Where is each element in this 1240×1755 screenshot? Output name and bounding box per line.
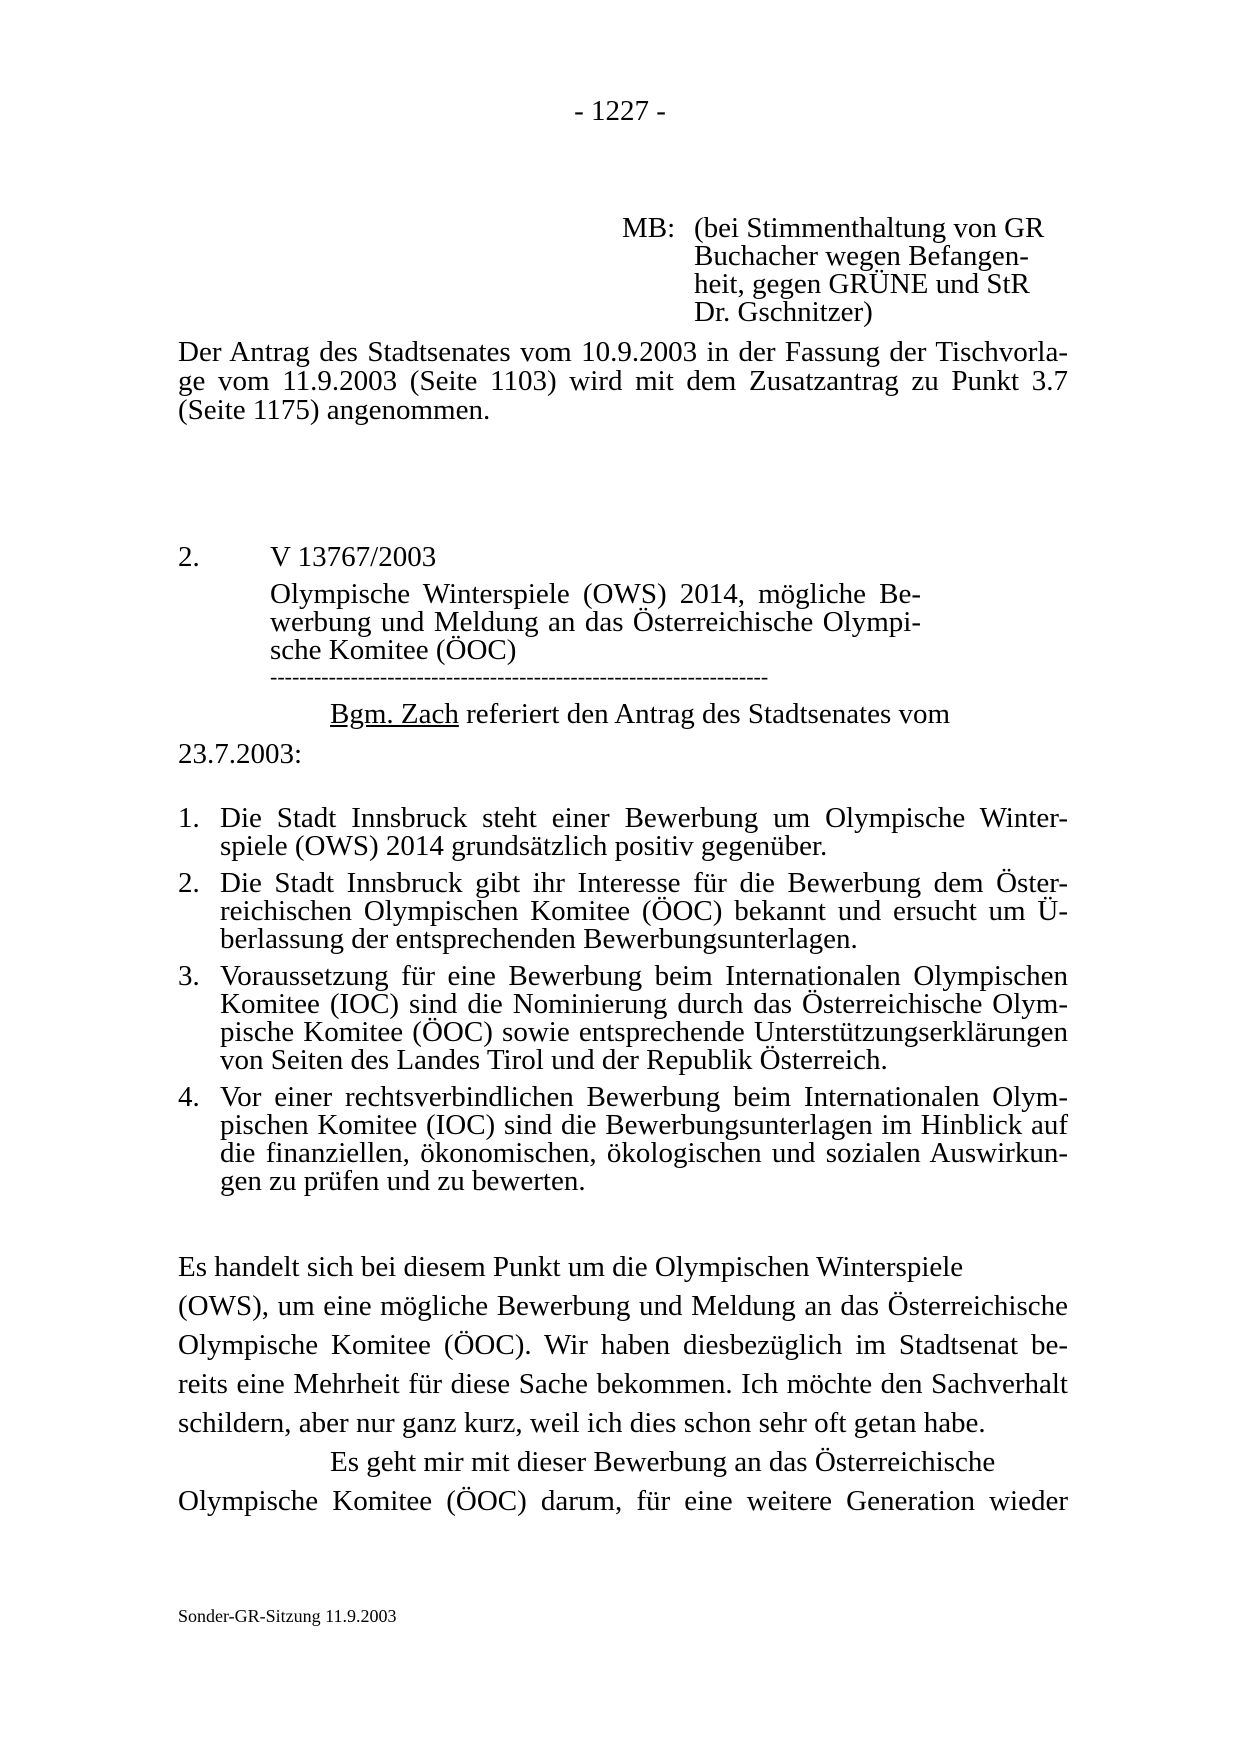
speech-paragraph — [178, 1248, 1068, 1521]
referent-date: 23.7.2003: — [178, 738, 303, 770]
agenda-item-number: 2. — [178, 541, 200, 573]
list-item-line: von Seiten des Landes Tirol und der Republik Österreich. — [220, 1044, 888, 1076]
agenda-item-title — [270, 580, 921, 664]
agenda-item-title-line: Olympische Winterspiele (OWS) 2014, mögliche Be- — [270, 578, 921, 610]
vote-result-text — [694, 214, 1074, 326]
separator-line: -------------------------------------------------------------------- — [270, 665, 769, 689]
vote-result-line: (bei Stimmenthaltung von GR — [694, 212, 1045, 244]
agenda-item-title-line: sche Komitee (ÖOC) — [270, 634, 517, 666]
resolution-line: Der Antrag des Stadtsenates vom 10.9.2003 in der Fassung der Tischvorla- — [178, 336, 1068, 368]
speech-line: Olympische Komitee (ÖOC) darum, für eine weitere Generation wieder — [178, 1485, 1068, 1517]
list-item-line: Vor einer rechtsverbindlichen Bewerbung beim Internationalen Olym- — [220, 1081, 1068, 1113]
list-item-line: spiele (OWS) 2014 grundsätzlich positiv gegenüber. — [220, 830, 828, 862]
agenda-item-title-line: werbung und Meldung an das Österreichische Olympi- — [270, 606, 921, 638]
list-item-line: Die Stadt Innsbruck steht einer Bewerbung um Olympische Winter- — [220, 802, 1068, 834]
resolution-line: (Seite 1175) angenommen. — [178, 394, 491, 426]
referent-line — [330, 697, 950, 731]
speech-line: Olympische Komitee (ÖOC). Wir haben diesbezüglich im Stadtsenat be- — [178, 1329, 1068, 1361]
list-item-text — [220, 962, 1068, 1074]
speech-line: (OWS), um eine mögliche Bewerbung und Meldung an das Österreichische — [178, 1290, 1068, 1322]
agenda-item-reference: V 13767/2003 — [270, 541, 437, 573]
list-item — [178, 1083, 1068, 1195]
page-number: - 1227 - — [574, 95, 666, 127]
referent-text: referiert den Antrag des Stadtsenates vom — [458, 698, 951, 730]
list-item-line: Komitee (IOC) sind die Nominierung durch das Österreichische Olym- — [220, 988, 1068, 1020]
page-footer: Sonder-GR-Sitzung 11.9.2003 — [178, 1606, 397, 1626]
speech-line: reits eine Mehrheit für diese Sache bekommen. Ich möchte den Sachverhalt — [178, 1368, 1068, 1400]
resolution-line: ge vom 11.9.2003 (Seite 1103) wird mit dem Zusatzantrag zu Punkt 3.7 — [178, 365, 1068, 397]
list-item — [178, 804, 1068, 860]
vote-result-line: Dr. Gschnitzer) — [694, 296, 873, 328]
speech-indented-line: Es geht mir mit dieser Bewerbung an das Österreichische — [330, 1446, 996, 1478]
list-item-number: 2. — [178, 867, 200, 899]
list-item-line: die finanziellen, ökonomischen, ökologischen und sozialen Auswirkun- — [220, 1137, 1068, 1169]
list-item-number: 1. — [178, 802, 200, 834]
speech-line: schildern, aber nur ganz kurz, weil ich dies schon sehr oft getan habe. — [178, 1407, 986, 1439]
list-item-text — [220, 804, 1068, 860]
motion-list — [178, 804, 1068, 1204]
list-item-line: pische Komitee (ÖOC) sowie entsprechende Unterstützungserklärungen — [220, 1016, 1068, 1048]
vote-result-line: Buchacher wegen Befangen- — [694, 240, 1029, 272]
list-item-line: berlassung der entsprechenden Bewerbungsunterlagen. — [220, 923, 858, 955]
list-item-line: Die Stadt Innsbruck gibt ihr Interesse für die Bewerbung dem Öster- — [220, 867, 1068, 899]
list-item-line: pischen Komitee (IOC) sind die Bewerbungsunterlagen im Hinblick auf — [220, 1109, 1068, 1141]
list-item-number: 3. — [178, 960, 200, 992]
list-item-text — [220, 869, 1068, 953]
list-item-line: reichischen Olympischen Komitee (ÖOC) bekannt und ersucht um Ü- — [220, 895, 1068, 927]
list-item-text — [220, 1083, 1068, 1195]
speech-line: Es handelt sich bei diesem Punkt um die Olympischen Winterspiele — [178, 1251, 964, 1283]
list-item — [178, 962, 1068, 1074]
list-item-line: Voraussetzung für eine Bewerbung beim Internationalen Olympischen — [220, 960, 1068, 992]
vote-result-line: heit, gegen GRÜNE und StR — [694, 268, 1030, 300]
referent-name: Bgm. Zach — [330, 698, 459, 730]
resolution-paragraph — [178, 338, 1068, 425]
vote-result-label: MB: — [622, 212, 676, 244]
list-item — [178, 869, 1068, 953]
list-item-line: gen zu prüfen und zu bewerten. — [220, 1165, 586, 1197]
list-item-number: 4. — [178, 1081, 200, 1113]
